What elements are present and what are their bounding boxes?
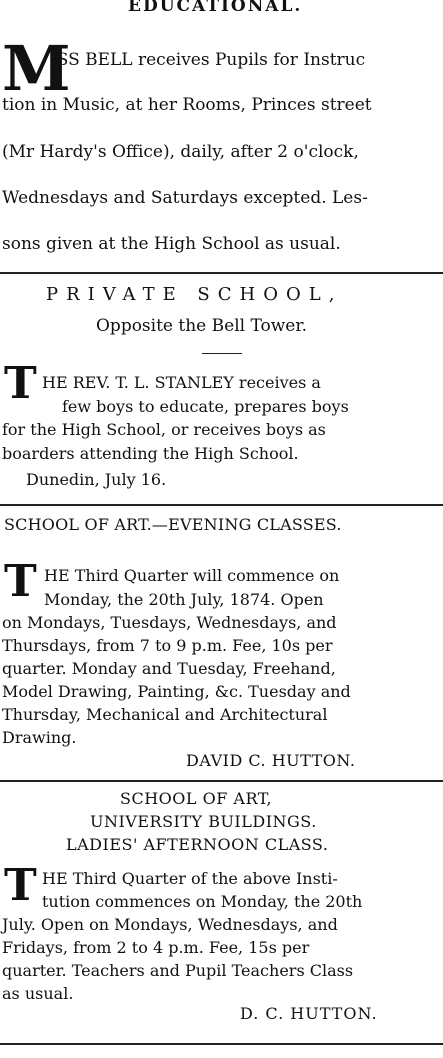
ad-text-line: for the High School, or receives boys as — [2, 420, 326, 439]
ad-text-line: Fridays, from 2 to 4 p.m. Fee, 15s per — [2, 938, 310, 957]
ad-text-line: as usual. — [2, 984, 74, 1003]
ad-text-line: Thursday, Mechanical and Architectural — [2, 705, 328, 724]
ad-signature: DAVID C. HUTTON. — [186, 751, 356, 770]
ad-heading: LADIES' AFTERNOON CLASS. — [66, 835, 329, 854]
ad-text-line: boarders attending the High School. — [2, 444, 299, 463]
divider — [0, 1043, 443, 1045]
divider — [0, 780, 443, 782]
ad-text-line: quarter. Teachers and Pupil Teachers Class — [2, 961, 354, 980]
ad-text-line: Drawing. — [2, 728, 77, 747]
divider — [0, 504, 443, 506]
ad-heading: PRIVATE SCHOOL, — [46, 284, 343, 305]
ad-signature: D. C. HUTTON. — [240, 1004, 378, 1023]
dropcap: M — [2, 32, 71, 105]
ad-heading: SCHOOL OF ART.—EVENING CLASSES. — [4, 515, 342, 534]
ad-text-line: Model Drawing, Painting, &c. Tuesday and — [2, 682, 351, 701]
ad-heading: SCHOOL OF ART, — [120, 789, 273, 808]
ad-text-line: July. Open on Mondays, Wednesdays, and — [2, 915, 338, 934]
ad-text-line: few boys to educate, prepares boys — [62, 397, 349, 416]
dropcap: T — [4, 358, 37, 409]
divider — [0, 272, 443, 274]
ad-text-line: tion in Music, at her Rooms, Princes street — [2, 95, 372, 115]
ad-text-line: quarter. Monday and Tuesday, Freehand, — [2, 659, 336, 678]
ad-text-line: Monday, the 20th July, 1874. Open — [44, 590, 324, 609]
ad-text-line: Wednesdays and Saturdays excepted. Les- — [2, 188, 368, 208]
ad-text-line: tution commences on Monday, the 20th — [42, 892, 363, 911]
ad-subheading: Opposite the Bell Tower. — [96, 316, 307, 336]
ad-text-line: (Mr Hardy's Office), daily, after 2 o'clock, — [2, 142, 359, 162]
ad-text-line: Thursdays, from 7 to 9 p.m. Fee, 10s per — [2, 636, 333, 655]
ad-text-line: on Mondays, Tuesdays, Wednesdays, and — [2, 613, 337, 632]
ad-dateline: Dunedin, July 16. — [26, 470, 167, 489]
section-title: EDUCATIONAL. — [128, 0, 303, 16]
ad-text-line: HE REV. T. L. STANLEY receives a — [42, 373, 321, 392]
ad-text-line: ISS BELL receives Pupils for Instruc — [50, 50, 366, 70]
dropcap: T — [4, 860, 37, 911]
ad-text-line: HE Third Quarter will commence on — [44, 566, 340, 585]
short-divider — [202, 353, 242, 354]
dropcap: T — [4, 556, 37, 607]
ad-heading: UNIVERSITY BUILDINGS. — [90, 812, 317, 831]
ad-text-line: HE Third Quarter of the above Insti- — [42, 869, 338, 888]
ad-text-line: sons given at the High School as usual. — [2, 234, 341, 254]
